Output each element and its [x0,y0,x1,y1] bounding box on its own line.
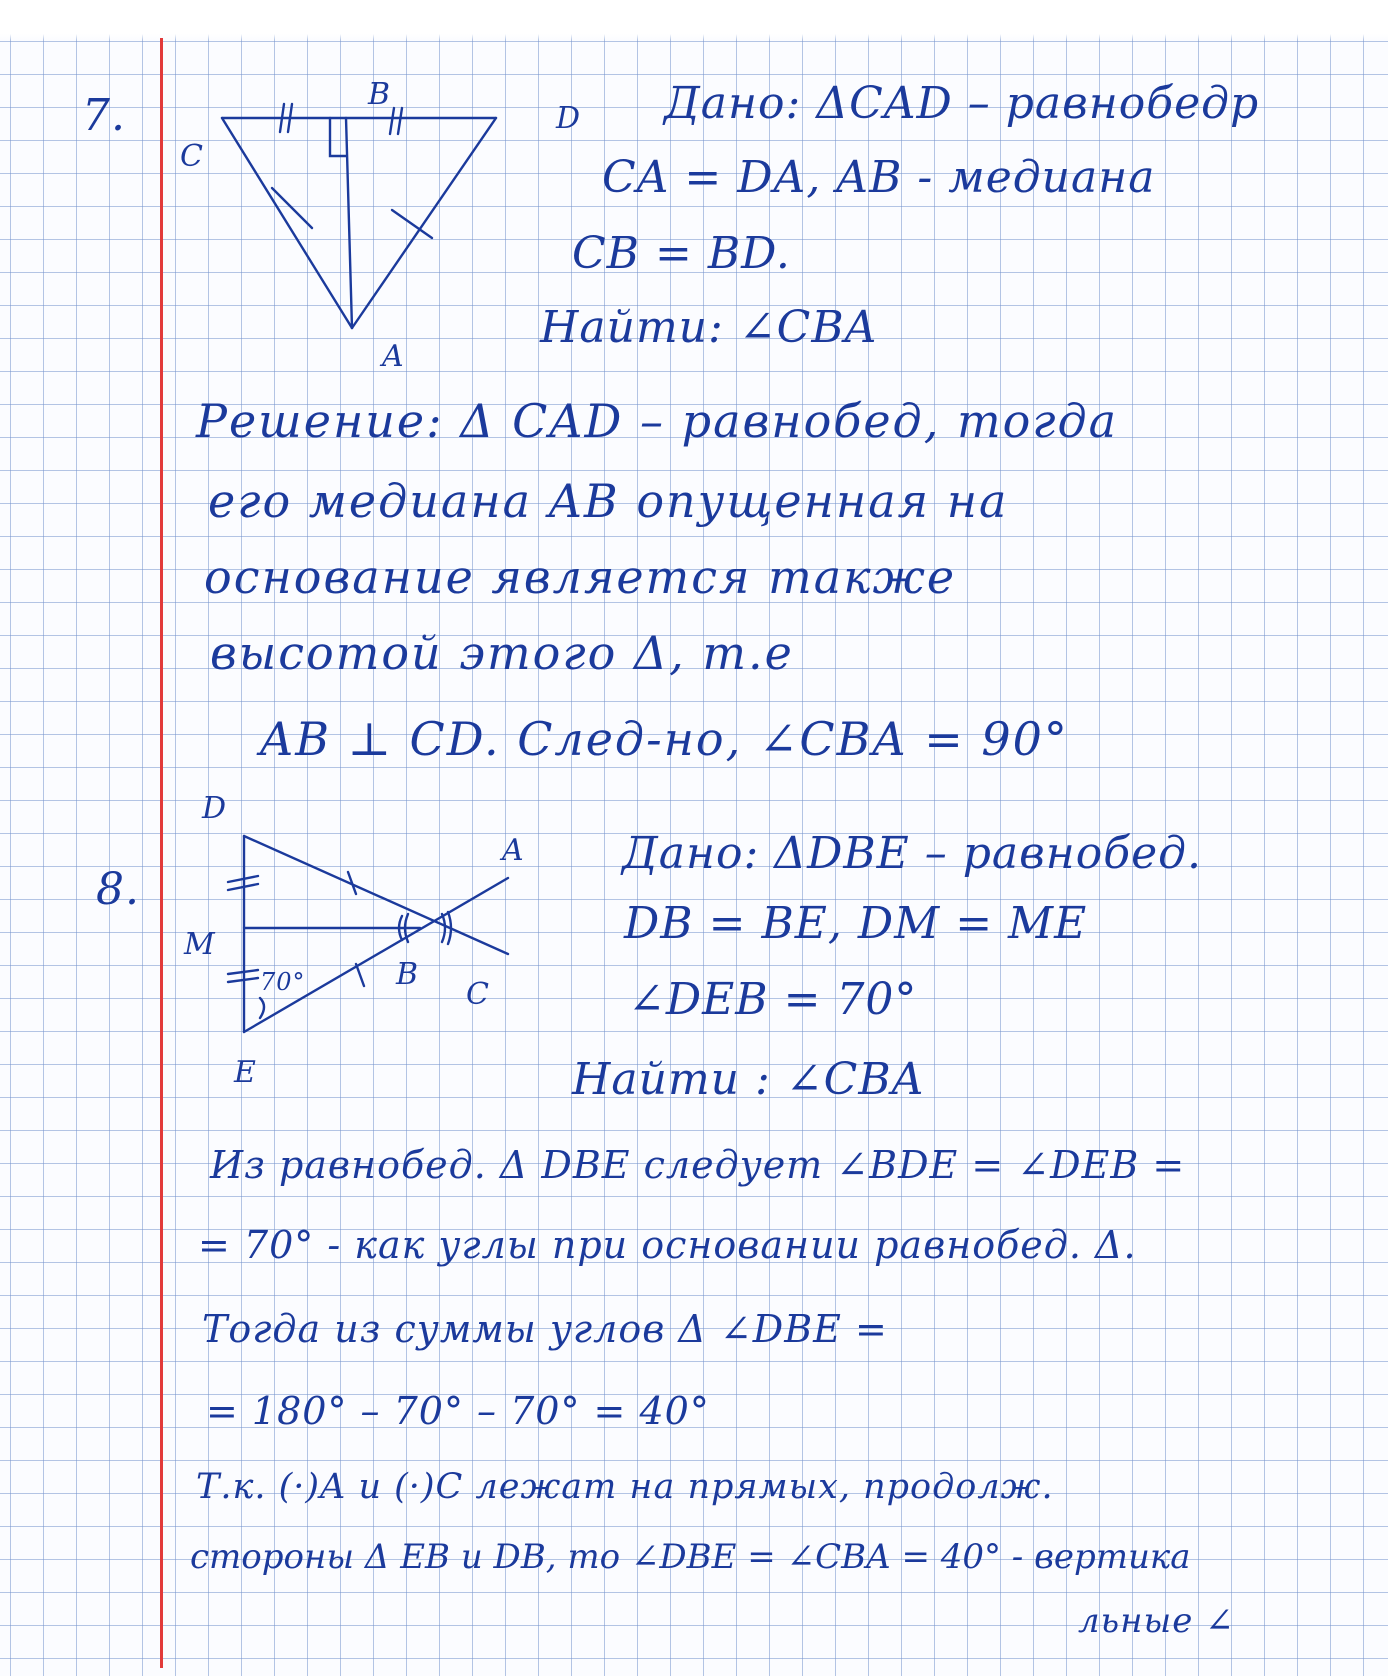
segment-ca [222,118,352,328]
tick-bd-2 [398,108,402,134]
problem8-given-3: ∠DEB = 70° [628,974,918,1025]
label-d8: D [202,791,228,826]
label-d7: D [556,101,582,136]
problem7-solution-1: Решение: Δ CAD – равнобед, тогда [196,394,1119,448]
problem8-solution-1: Из равнобед. Δ DBE следует ∠BDE = ∠DEB = [210,1143,1186,1187]
label-m8: M [184,927,216,962]
problem8-find: Найти : ∠CBA [572,1054,925,1105]
tick-da [392,210,432,238]
problem7-find: Найти: ∠CBA [540,302,878,353]
problem8-number: 8. [96,864,140,915]
label-angle-70: 70° [260,968,306,996]
margin-line [160,38,163,1668]
label-c8: C [466,977,490,1012]
label-e8: E [234,1055,257,1090]
problem7-solution-4: высотой этого Δ, т.е [210,626,794,680]
segment-ba [346,118,352,328]
problem7-solution-2: его медиана AB опущенная на [208,474,1009,528]
problem7-figure [180,60,540,360]
problem7-solution-3: основание является также [204,550,957,604]
angle-arc-70 [260,998,264,1018]
label-c7: C [180,139,204,174]
segment-da [352,118,496,328]
problem8-solution-4: = 180° – 70° – 70° = 40° [206,1389,710,1433]
problem8-solution-2: = 70° - как углы при основании равнобед. Δ. [198,1223,1137,1267]
problem8-solution-7: льные ∠ [1078,1601,1235,1641]
problem8-given-1: Дано: ΔDBE – равнобед. [622,828,1203,879]
problem7-given-1: Дано: ΔCAD – равнобедр [664,78,1260,129]
right-angle-mark [330,118,346,156]
problem7-solution-5: AB ⊥ CD. След-но, ∠CBA = 90° [260,712,1069,766]
label-a7: A [382,339,405,374]
label-a8: A [502,833,525,868]
label-b8: B [396,957,420,992]
tick-be [356,964,364,986]
problem8-figure [220,810,540,1040]
segment-dc [244,836,508,954]
problem7-given-2: CA = DA, AB - медиана [602,152,1156,203]
label-b7: B [368,77,392,112]
problem8-solution-3: Тогда из суммы углов Δ ∠DBE = [202,1307,888,1351]
problem8-solution-6: стороны Δ EB и DB, то ∠DBE = ∠CBA = 40° - вертика [190,1537,1191,1577]
problem7-given-3: CB = BD. [572,228,791,279]
angle-arc-3 [442,914,445,942]
problem7-number: 7. [82,90,126,141]
page-top-edge [0,0,1388,40]
problem8-given-2: DB = BE, DM = ME [624,898,1088,949]
problem8-solution-5: Т.к. (·)A и (·)C лежат на прямых, продолж. [196,1467,1054,1507]
